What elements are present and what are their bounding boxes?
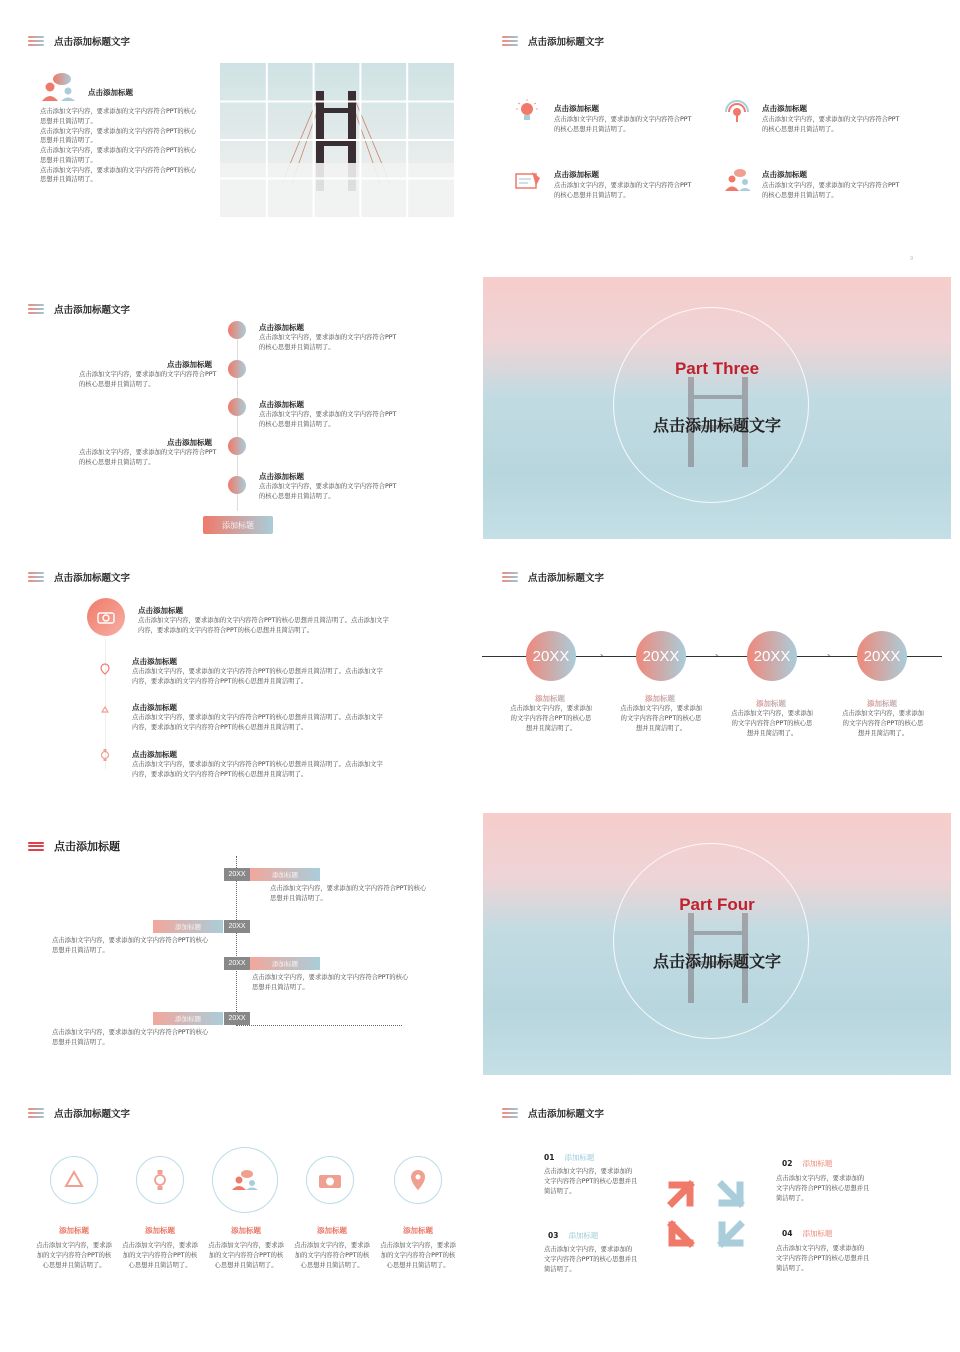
s10-item-number: 04 [782, 1229, 793, 1238]
s10-item-text: 点击添加文字内容，要求添加的文字内容符合PPT的核心思想并且简洁明了。 [544, 1168, 638, 1195]
s3-left-text: 点击添加文字内容，要求添加的文字内容符合PPT的核心思想并且简洁明了。 [79, 449, 217, 466]
slide-header [28, 302, 130, 316]
recycle-icon [50, 1156, 98, 1204]
s9-text: 点击添加文字内容，要求添加的文字内容符合PPT的核心思想并且简洁明了。 [380, 1242, 456, 1269]
arrow-right-icon: › [600, 651, 604, 660]
s7-text: 点击添加文字内容，要求添加的文字内容符合PPT的核心思想并且简洁明了。 [52, 1029, 209, 1046]
timeline-node [228, 360, 246, 378]
s10-item-heading [548, 1230, 598, 1241]
camera-icon [87, 598, 125, 636]
slide-title: 点击添加标题文字 [54, 573, 131, 584]
location-pin-icon [394, 1156, 442, 1204]
s10-item-number: 02 [782, 1159, 793, 1168]
s2-item-title: 点击添加标题 [762, 104, 807, 113]
s5-item-title: 点击添加标题 [132, 657, 177, 666]
menu-lines-icon [502, 572, 518, 582]
s9-label: 添加标题 [231, 1226, 261, 1235]
s6-label: 添加标题 [731, 698, 811, 709]
s5-item-text [132, 713, 386, 733]
bulb-icon [514, 98, 540, 128]
slide-title: 点击添加标题文字 [528, 1109, 605, 1120]
timeline-node [228, 321, 246, 339]
year-circle: 20XX [636, 631, 686, 681]
section-part-label: Part Three [674, 359, 760, 378]
slide-title: 点击添加标题文字 [528, 37, 605, 48]
s7-text: 点击添加文字内容，要求添加的文字内容符合PPT的核心思想并且简洁明了。 [270, 885, 427, 902]
s10-item-label: 添加标题 [564, 1153, 595, 1162]
menu-lines-icon [502, 1108, 518, 1118]
slide-1 [0, 8, 468, 270]
s6-label: 添加标题 [510, 693, 590, 704]
slide-title: 点击添加标题文字 [54, 1109, 131, 1120]
s5-text-line: 点击添加文字内容，要求添加的文字内容符合PPT的核心思想并且简洁明了。 [132, 761, 345, 768]
arrow-right-icon: › [715, 651, 719, 660]
s1-paragraph: 点击添加文字内容，要求添加的文字内容符合PPT的核心思想并且简洁明了。 [40, 166, 197, 184]
people-chat-icon [40, 72, 80, 102]
s1-paragraph-list [40, 107, 200, 185]
location-pin-icon [99, 660, 111, 679]
section-title: 点击添加标题文字 [652, 952, 781, 971]
slide-6 [474, 544, 942, 806]
s2-item-text: 点击添加文字内容，要求添加的文字内容符合PPT的核心思想并且简洁明了。 [554, 116, 692, 133]
menu-lines-icon [28, 36, 44, 46]
slide-title: 点击添加标题文字 [54, 305, 131, 316]
menu-lines-icon [28, 1108, 44, 1118]
s6-text: 点击添加文字内容，要求添加的文字内容符合PPT的核心思想并且简洁明了。 [620, 705, 702, 732]
menu-lines-icon [502, 36, 518, 46]
arrows-converge-graphic [664, 1175, 748, 1257]
s7-text: 点击添加文字内容，要求添加的文字内容符合PPT的核心思想并且简洁明了。 [52, 937, 209, 954]
year-box: 20XX [224, 920, 250, 933]
s5-item-title: 点击添加标题 [138, 606, 183, 615]
slide-header [28, 34, 130, 48]
s1-paragraph: 点击添加文字内容，要求添加的文字内容符合PPT的核心思想并且简洁明了。 [40, 147, 197, 164]
s6-text: 点击添加文字内容，要求添加的文字内容符合PPT的核心思想并且简洁明了。 [731, 710, 813, 737]
slide-2 [474, 8, 942, 270]
s5-text-line: 点击添加文字内容，要求添加的文字内容符合PPT的核心思想并且简洁明了。 [132, 714, 383, 731]
s5-item-text [138, 616, 392, 636]
s2-item-title: 点击添加标题 [762, 170, 807, 179]
s10-item-heading [782, 1228, 832, 1239]
menu-lines-icon [28, 842, 44, 851]
s9-text: 点击添加文字内容，要求添加的文字内容符合PPT的核心思想并且简洁明了。 [122, 1242, 198, 1269]
decorative-circle [613, 843, 809, 1039]
s5-text-line: 点击添加文字内容，要求添加的文字内容符合PPT的核心思想并且简洁明了。 [138, 617, 351, 624]
timeline-dotted-line [236, 856, 237, 1026]
bar-label: 添加标题 [250, 868, 320, 881]
bridge-photo-grid [220, 63, 454, 217]
menu-lines-icon [28, 572, 44, 582]
page-number: 9 [910, 256, 914, 262]
s1-paragraph: 点击添加文字内容，要求添加的文字内容符合PPT的核心思想并且简洁明了。 [40, 127, 197, 145]
s6-text: 点击添加文字内容，要求添加的文字内容符合PPT的核心思想并且简洁明了。 [842, 710, 924, 737]
s5-text-line: 点击添加文字内容，要求添加的文字内容符合PPT的核心思想并且简洁明了。 [132, 668, 383, 685]
s2-item-text: 点击添加文字内容，要求添加的文字内容符合PPT的核心思想并且简洁明了。 [554, 182, 692, 199]
section-part-label: Part Four [679, 895, 755, 914]
arrow-right-icon: › [827, 651, 831, 660]
s9-label: 添加标题 [145, 1226, 175, 1235]
bar-label: 添加标题 [153, 920, 223, 933]
s7-text: 点击添加文字内容，要求添加的文字内容符合PPT的核心思想并且简洁明了。 [252, 974, 409, 991]
timeline-dotted-baseline [236, 1025, 402, 1026]
s5-item-text [132, 760, 386, 780]
s5-text-line: 点击添加文字内容，要求添加的文字内容符合PPT的核心思想并且简洁明了。 [132, 714, 345, 721]
s10-item-heading [544, 1152, 594, 1163]
s5-item-text [132, 667, 386, 687]
slide-9 [0, 1080, 468, 1342]
slide-header [502, 1106, 604, 1120]
slide-header [28, 570, 130, 584]
s10-item-text: 点击添加文字内容，要求添加的文字内容符合PPT的核心思想并且简洁明了。 [776, 1175, 870, 1202]
people-icon [724, 168, 752, 196]
s10-item-label: 添加标题 [802, 1229, 833, 1238]
s3-right-title: 点击添加标题 [259, 400, 304, 409]
bar-label: 添加标题 [153, 1012, 223, 1025]
people-chat-icon [212, 1147, 278, 1213]
slide-7 [0, 812, 468, 1074]
s3-right-text: 点击添加文字内容，要求添加的文字内容符合PPT的核心思想并且简洁明了。 [259, 411, 397, 428]
year-box: 20XX [224, 957, 250, 970]
year-circle: 20XX [747, 631, 797, 681]
watch-icon [136, 1156, 184, 1204]
s5-text-line: 点击添加文字内容，要求添加的文字内容符合PPT的核心思想并且简洁明了。 [132, 668, 345, 675]
year-circle: 20XX [857, 631, 907, 681]
slide-title: 点击添加标题文字 [528, 573, 605, 584]
s2-item-title: 点击添加标题 [554, 170, 599, 179]
year-box: 20XX [224, 1012, 250, 1025]
year-box: 20XX [224, 868, 250, 881]
year-circle: 20XX [526, 631, 576, 681]
slide-header [28, 838, 120, 854]
s9-label: 添加标题 [59, 1226, 89, 1235]
section-title: 点击添加标题文字 [652, 416, 781, 435]
s10-item-heading [782, 1158, 832, 1169]
slide-title: 点击添加标题 [54, 840, 120, 853]
s5-item-title: 点击添加标题 [132, 703, 177, 712]
s6-text: 点击添加文字内容，要求添加的文字内容符合PPT的核心思想并且简洁明了。 [510, 705, 592, 732]
timeline-node [228, 398, 246, 416]
s6-label: 添加标题 [620, 693, 700, 704]
s3-left-text: 点击添加文字内容，要求添加的文字内容符合PPT的核心思想并且简洁明了。 [79, 371, 217, 388]
s3-right-text: 点击添加文字内容，要求添加的文字内容符合PPT的核心思想并且简洁明了。 [259, 483, 397, 500]
s9-label: 添加标题 [403, 1226, 433, 1235]
s3-right-title: 点击添加标题 [259, 472, 304, 481]
recycle-icon [99, 702, 111, 721]
s3-right-text: 点击添加文字内容，要求添加的文字内容符合PPT的核心思想并且简洁明了。 [259, 334, 397, 351]
s2-item-text: 点击添加文字内容，要求添加的文字内容符合PPT的核心思想并且简洁明了。 [762, 116, 900, 133]
slide-8-section [483, 813, 951, 1075]
signal-icon [724, 98, 750, 128]
s6-label: 添加标题 [842, 698, 922, 709]
decorative-circle [613, 307, 809, 503]
s3-left-title: 点击添加标题 [167, 360, 212, 369]
slide-title: 点击添加标题文字 [54, 37, 131, 48]
s3-left-title: 点击添加标题 [167, 438, 212, 447]
s3-right-title: 点击添加标题 [259, 323, 304, 332]
camera-icon [306, 1156, 354, 1204]
watch-icon [99, 747, 111, 766]
slide-header [28, 1106, 130, 1120]
s10-item-label: 添加标题 [568, 1231, 599, 1240]
timeline-node [228, 476, 246, 494]
s10-item-text: 点击添加文字内容，要求添加的文字内容符合PPT的核心思想并且简洁明了。 [544, 1246, 638, 1273]
s2-item-title: 点击添加标题 [554, 104, 599, 113]
slide-4-section [483, 277, 951, 539]
slide-header [502, 570, 604, 584]
add-title-button[interactable]: 添加标题 [203, 516, 273, 534]
certificate-icon [514, 168, 542, 196]
menu-lines-icon [28, 304, 44, 314]
s5-item-title: 点击添加标题 [132, 750, 177, 759]
s9-label: 添加标题 [317, 1226, 347, 1235]
timeline-node [228, 437, 246, 455]
slide-5 [0, 544, 468, 806]
s2-item-text: 点击添加文字内容，要求添加的文字内容符合PPT的核心思想并且简洁明了。 [762, 182, 900, 199]
bar-label: 添加标题 [250, 957, 320, 970]
s9-text: 点击添加文字内容，要求添加的文字内容符合PPT的核心思想并且简洁明了。 [208, 1242, 284, 1269]
s9-text: 点击添加文字内容，要求添加的文字内容符合PPT的核心思想并且简洁明了。 [36, 1242, 112, 1269]
s9-text: 点击添加文字内容，要求添加的文字内容符合PPT的核心思想并且简洁明了。 [294, 1242, 370, 1269]
s10-item-number: 03 [548, 1231, 559, 1240]
slide-10 [474, 1080, 942, 1342]
s5-text-line: 点击添加文字内容，要求添加的文字内容符合PPT的核心思想并且简洁明了。 [138, 617, 389, 634]
s10-item-label: 添加标题 [802, 1159, 833, 1168]
s10-item-number: 01 [544, 1153, 555, 1162]
s10-item-text: 点击添加文字内容，要求添加的文字内容符合PPT的核心思想并且简洁明了。 [776, 1245, 870, 1272]
s5-text-line: 点击添加文字内容，要求添加的文字内容符合PPT的核心思想并且简洁明了。 [132, 761, 383, 778]
slide-header [502, 34, 604, 48]
s1-subtitle: 点击添加标题 [88, 88, 133, 97]
s1-paragraph: 点击添加文字内容，要求添加的文字内容符合PPT的核心思想并且简洁明了。 [40, 108, 197, 125]
slide-3 [0, 276, 468, 538]
